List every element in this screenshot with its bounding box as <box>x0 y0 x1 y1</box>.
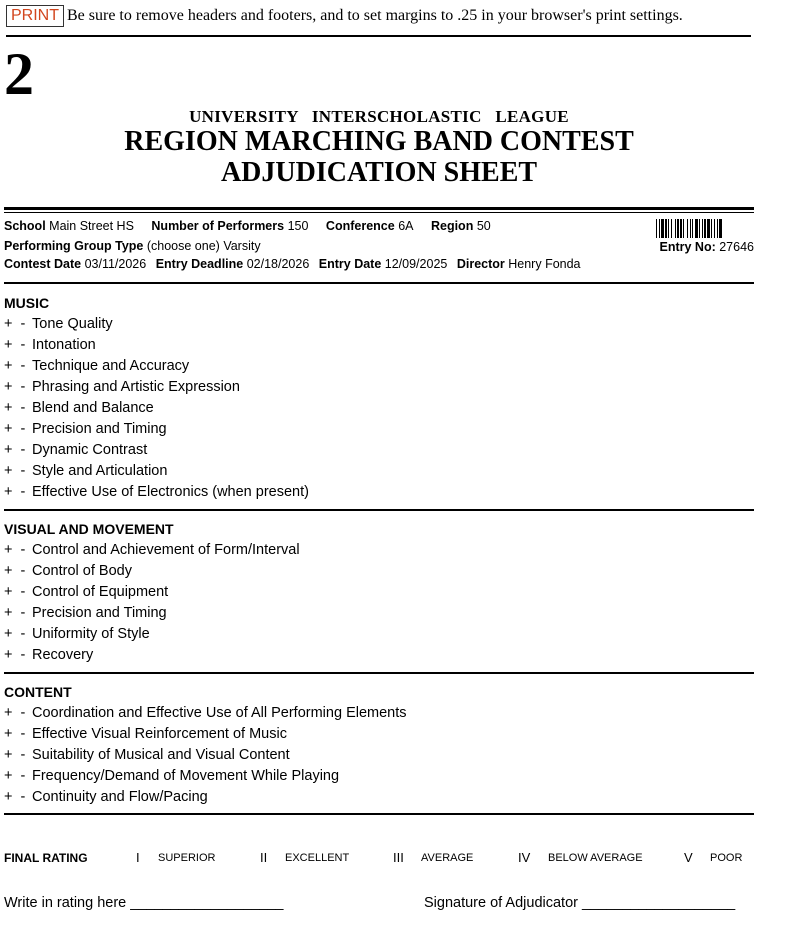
info-line-3 <box>4 257 581 271</box>
criteria-item <box>4 604 167 622</box>
plus-minus-marks[interactable]: + - <box>4 379 26 395</box>
criteria-label: Recovery <box>32 647 94 663</box>
criteria-label: Precision and Timing <box>32 421 167 437</box>
conference-value: 6A <box>398 219 414 233</box>
conference-label: Conference <box>325 219 395 233</box>
criteria-item <box>4 336 96 354</box>
section-divider <box>4 813 754 815</box>
criteria-item <box>4 483 309 501</box>
criteria-label: Effective Visual Reinforcement of Music <box>32 726 287 742</box>
rating-numeral[interactable]: II <box>260 850 268 865</box>
director-label: Director <box>456 257 505 271</box>
criteria-label: Control of Equipment <box>32 584 169 600</box>
print-bar <box>6 5 751 33</box>
page-number: 2 <box>4 41 34 107</box>
criteria-label: Continuity and Flow/Pacing <box>32 789 208 805</box>
section-divider <box>4 509 754 511</box>
school-label: School <box>4 219 46 233</box>
criteria-label: Precision and Timing <box>32 605 167 621</box>
entry-date-value: 12/09/2025 <box>384 257 448 271</box>
rating-word[interactable]: EXCELLENT <box>285 852 350 864</box>
criteria-label: Effective Use of Electronics (when present) <box>32 484 309 500</box>
criteria-item <box>4 399 154 417</box>
rating-word[interactable]: AVERAGE <box>421 852 474 864</box>
contest-date-label: Contest Date <box>4 257 82 271</box>
barcode-icon <box>656 219 754 238</box>
criteria-label: Control and Achievement of Form/Interval <box>32 542 300 558</box>
criteria-label: Intonation <box>32 337 96 353</box>
adjudicator-signature-field[interactable]: Signature of Adjudicator ___________________ <box>424 895 736 911</box>
final-rating-row <box>4 851 754 867</box>
criteria-item <box>4 441 147 459</box>
region-value: 50 <box>476 219 491 233</box>
print-button[interactable]: PRINT <box>6 5 64 27</box>
performers-label: Number of Performers <box>151 219 285 233</box>
criteria-item <box>4 646 93 664</box>
criteria-item <box>4 746 290 764</box>
rating-word[interactable]: SUPERIOR <box>158 852 216 864</box>
plus-minus-marks[interactable]: + - <box>4 726 26 742</box>
rating-numeral[interactable]: V <box>684 850 693 865</box>
criteria-label: Coordination and Effective Use of All Performing Elements <box>32 705 407 721</box>
criteria-item <box>4 541 300 559</box>
plus-minus-marks[interactable]: + - <box>4 768 26 784</box>
info-line-2 <box>4 239 261 253</box>
criteria-item <box>4 788 208 806</box>
rating-numeral[interactable]: IV <box>518 850 531 865</box>
entry-number <box>660 240 755 254</box>
plus-minus-marks[interactable]: + - <box>4 463 26 479</box>
criteria-item <box>4 462 167 480</box>
criteria-label: Style and Articulation <box>32 463 168 479</box>
plus-minus-marks[interactable]: + - <box>4 421 26 437</box>
rating-word[interactable]: BELOW AVERAGE <box>548 852 643 864</box>
criteria-item <box>4 704 407 722</box>
entry-no-label: Entry No: <box>659 240 716 254</box>
plus-minus-marks[interactable]: + - <box>4 337 26 353</box>
write-in-rating-field[interactable]: Write in rating here ___________________ <box>4 895 284 911</box>
criteria-item <box>4 315 113 333</box>
plus-minus-marks[interactable]: + - <box>4 400 26 416</box>
criteria-item <box>4 725 287 743</box>
section-divider <box>4 672 754 674</box>
plus-minus-marks[interactable]: + - <box>4 442 26 458</box>
header-divider <box>4 207 754 213</box>
section-title-music: MUSIC <box>4 295 50 311</box>
rating-numeral[interactable]: III <box>393 850 404 865</box>
final-rating-label: FINAL RATING <box>4 851 88 865</box>
contest-date-value: 03/11/2026 <box>84 257 147 271</box>
section-title-content: CONTENT <box>4 684 72 700</box>
criteria-label: Uniformity of Style <box>32 626 150 642</box>
plus-minus-marks[interactable]: + - <box>4 747 26 763</box>
criteria-label: Frequency/Demand of Movement While Playing <box>32 768 340 784</box>
criteria-item <box>4 378 240 396</box>
entry-date-label: Entry Date <box>318 257 382 271</box>
plus-minus-marks[interactable]: + - <box>4 358 26 374</box>
group-type-hint: (choose one) <box>146 239 220 253</box>
criteria-item <box>4 420 167 438</box>
entry-deadline-label: Entry Deadline <box>155 257 244 271</box>
section-title-visual: VISUAL AND MOVEMENT <box>4 521 174 537</box>
plus-minus-marks[interactable]: + - <box>4 626 26 642</box>
info-line-1 <box>4 219 491 233</box>
criteria-label: Technique and Accuracy <box>32 358 190 374</box>
top-divider <box>6 35 751 37</box>
performers-value: 150 <box>287 219 309 233</box>
info-divider <box>4 282 754 284</box>
league-heading: UNIVERSITY INTERSCHOLASTIC LEAGUE <box>189 107 569 126</box>
plus-minus-marks[interactable]: + - <box>4 789 26 805</box>
plus-minus-marks[interactable]: + - <box>4 316 26 332</box>
group-type-label: Performing Group Type <box>4 239 144 253</box>
criteria-label: Control of Body <box>32 563 132 579</box>
print-instructions: Be sure to remove headers and footers, and to set margins to .25 in your browser's print settings. <box>67 7 683 24</box>
plus-minus-marks[interactable]: + - <box>4 647 26 663</box>
criteria-item <box>4 357 189 375</box>
criteria-item <box>4 625 150 643</box>
rating-numeral[interactable]: I <box>136 850 140 865</box>
region-label: Region <box>430 219 474 233</box>
plus-minus-marks[interactable]: + - <box>4 563 26 579</box>
entry-no-value: 27646 <box>719 240 754 254</box>
sheet-title-line2: ADJUDICATION SHEET <box>220 157 538 188</box>
criteria-label: Phrasing and Artistic Expression <box>32 379 240 395</box>
plus-minus-marks[interactable]: + - <box>4 542 26 558</box>
sheet-title-line1: REGION MARCHING BAND CONTEST <box>124 126 634 157</box>
criteria-item <box>4 562 132 580</box>
plus-minus-marks[interactable]: + - <box>4 584 26 600</box>
director-value: Henry Fonda <box>508 257 581 271</box>
criteria-item <box>4 583 168 601</box>
plus-minus-marks[interactable]: + - <box>4 705 26 721</box>
school-value: Main Street HS <box>49 219 134 233</box>
entry-deadline-value: 02/18/2026 <box>246 257 310 271</box>
criteria-label: Tone Quality <box>32 316 113 332</box>
criteria-label: Blend and Balance <box>32 400 154 416</box>
criteria-label: Suitability of Musical and Visual Content <box>32 747 290 763</box>
rating-word[interactable]: POOR <box>710 852 743 864</box>
group-type-value: Varsity <box>223 239 261 253</box>
criteria-label: Dynamic Contrast <box>32 442 148 458</box>
criteria-item <box>4 767 339 785</box>
plus-minus-marks[interactable]: + - <box>4 605 26 621</box>
plus-minus-marks[interactable]: + - <box>4 484 26 500</box>
